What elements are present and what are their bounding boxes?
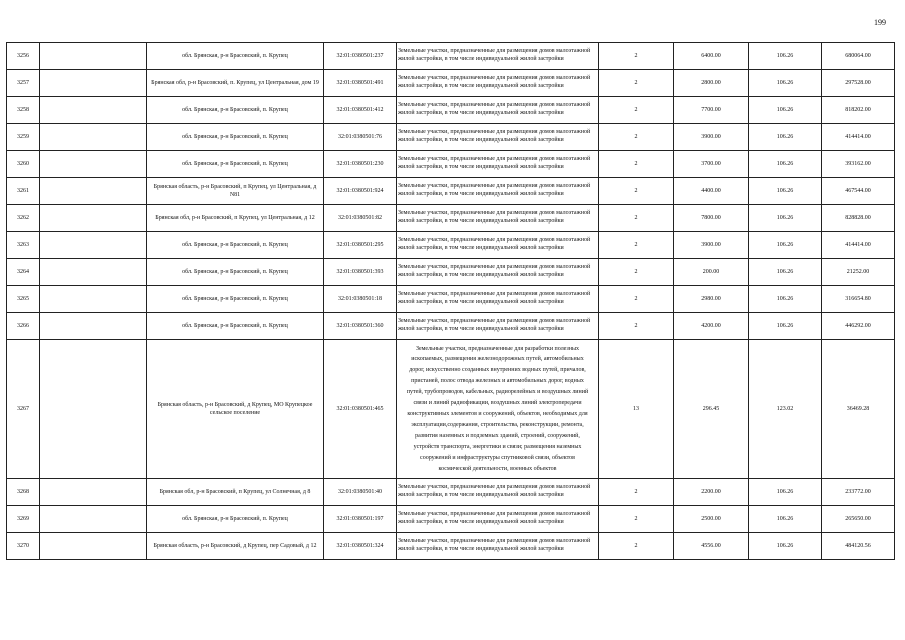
cell-use-code: 2	[599, 506, 674, 533]
cell-land-use: Земельные участки, предназначенные для разработки полезных ископаемых, размещения железнодорожных путей, автомобильных дорог, искусственно созданных внутренних водных путей, причалов, пристаней, полос отвода железных и автомобильных дорог, водных путей, трубопроводов, кабельных, радиорелейных и воздушных линий связи и линий радиофикации, воздушных линий электропередачи конструктивных элементов и сооружений, объектов, необходимых для эксплуатации,содержания, строительства, реконструкции, ремонта, развития наземных и подземных зданий, строений, сооружений, устройств транспорта, энергетики и связи; размещения наземных сооружений и инфраструктуры спутниковой связи, объектов космической деятельности, военных объектов	[397, 340, 599, 479]
cell-use-code: 2	[599, 479, 674, 506]
cell-land-use: Земельные участки, предназначенные для размещения домов малоэтажной жилой застройки, в том числе индивидуальной жилой застройки	[397, 178, 599, 205]
cell-area: 7700.00	[674, 97, 749, 124]
cell-specific-value: 106.26	[749, 232, 822, 259]
cell-cadastral-value: 233772.00	[822, 479, 895, 506]
page-number: 199	[874, 18, 886, 27]
cell-area: 3700.00	[674, 151, 749, 178]
cell-use-code: 13	[599, 340, 674, 479]
table-row	[7, 506, 895, 533]
cell-area: 4400.00	[674, 178, 749, 205]
table-row	[7, 70, 895, 97]
cell-blank	[40, 97, 147, 124]
cell-row-number: 3269	[7, 506, 40, 533]
cell-cadastral-number: 32:01:0380501:237	[324, 43, 397, 70]
cell-cadastral-value: 680064.00	[822, 43, 895, 70]
cell-address: обл. Брянская, р-н Брасовский, п. Крупец	[147, 124, 324, 151]
cell-cadastral-value: 316654.80	[822, 286, 895, 313]
cell-cadastral-value: 446292.00	[822, 313, 895, 340]
cell-specific-value: 106.26	[749, 533, 822, 560]
cell-row-number: 3262	[7, 205, 40, 232]
table-row	[7, 259, 895, 286]
cell-cadastral-number: 32:01:0380501:393	[324, 259, 397, 286]
cell-area: 3900.00	[674, 124, 749, 151]
cell-row-number: 3263	[7, 232, 40, 259]
cell-land-use: Земельные участки, предназначенные для размещения домов малоэтажной жилой застройки, в том числе индивидуальной жилой застройки	[397, 313, 599, 340]
table-row	[7, 43, 895, 70]
cell-cadastral-number: 32:01:0380501:491	[324, 70, 397, 97]
cell-address: обл. Брянская, р-н Брасовский, п. Крупец	[147, 286, 324, 313]
cell-specific-value: 106.26	[749, 97, 822, 124]
cell-row-number: 3261	[7, 178, 40, 205]
cell-cadastral-value: 414414.00	[822, 232, 895, 259]
cell-cadastral-value: 467544.00	[822, 178, 895, 205]
cell-specific-value: 106.26	[749, 43, 822, 70]
cell-address: Брянская обл, р-н Брасовский, п Крупец, ул Солнечная, д 8	[147, 479, 324, 506]
cell-specific-value: 106.26	[749, 506, 822, 533]
cell-row-number: 3266	[7, 313, 40, 340]
table-row	[7, 97, 895, 124]
cell-row-number: 3267	[7, 340, 40, 479]
cell-specific-value: 106.26	[749, 178, 822, 205]
cell-cadastral-value: 21252.00	[822, 259, 895, 286]
table-row	[7, 533, 895, 560]
cell-use-code: 2	[599, 533, 674, 560]
cell-address: Брянская область, р-н Брасовский, п Крупец, ул Центральная, д N81	[147, 178, 324, 205]
cell-specific-value: 106.26	[749, 259, 822, 286]
cell-row-number: 3256	[7, 43, 40, 70]
cell-cadastral-number: 32:01:0380501:18	[324, 286, 397, 313]
cell-blank	[40, 151, 147, 178]
cell-area: 200.00	[674, 259, 749, 286]
table-row	[7, 205, 895, 232]
cell-blank	[40, 533, 147, 560]
cell-specific-value: 106.26	[749, 286, 822, 313]
cell-cadastral-value: 297528.00	[822, 70, 895, 97]
cell-blank	[40, 313, 147, 340]
cell-cadastral-number: 32:01:0380501:360	[324, 313, 397, 340]
table-row	[7, 178, 895, 205]
cell-area: 3900.00	[674, 232, 749, 259]
cell-cadastral-value: 393162.00	[822, 151, 895, 178]
cell-use-code: 2	[599, 286, 674, 313]
cell-row-number: 3264	[7, 259, 40, 286]
cell-cadastral-number: 32:01:0380501:40	[324, 479, 397, 506]
cell-blank	[40, 286, 147, 313]
cell-use-code: 2	[599, 313, 674, 340]
cell-cadastral-number: 32:01:0380501:230	[324, 151, 397, 178]
cell-area: 6400.00	[674, 43, 749, 70]
table-row	[7, 232, 895, 259]
cell-area: 2500.00	[674, 506, 749, 533]
cell-blank	[40, 178, 147, 205]
cell-blank	[40, 43, 147, 70]
cell-land-use: Земельные участки, предназначенные для размещения домов малоэтажной жилой застройки, в том числе индивидуальной жилой застройки	[397, 533, 599, 560]
cell-blank	[40, 259, 147, 286]
cell-address: обл. Брянская, р-н Брасовский, п. Крупец	[147, 313, 324, 340]
cell-blank	[40, 232, 147, 259]
cell-land-use: Земельные участки, предназначенные для размещения домов малоэтажной жилой застройки, в том числе индивидуальной жилой застройки	[397, 259, 599, 286]
cell-row-number: 3265	[7, 286, 40, 313]
cell-address: Брянская область, р-н Брасовский, д Крупец, МО Крупецкое сельское поселение	[147, 340, 324, 479]
cell-specific-value: 123.02	[749, 340, 822, 479]
table-row	[7, 124, 895, 151]
table-row	[7, 151, 895, 178]
cell-cadastral-number: 32:01:0380501:76	[324, 124, 397, 151]
cell-area: 296.45	[674, 340, 749, 479]
cell-land-use: Земельные участки, предназначенные для размещения домов малоэтажной жилой застройки, в том числе индивидуальной жилой застройки	[397, 97, 599, 124]
cell-address: обл. Брянская, р-н Брасовский, п. Крупец	[147, 232, 324, 259]
cell-blank	[40, 70, 147, 97]
cell-cadastral-number: 32:01:0380501:465	[324, 340, 397, 479]
cell-cadastral-value: 818202.00	[822, 97, 895, 124]
cell-blank	[40, 340, 147, 479]
cell-area: 7800.00	[674, 205, 749, 232]
cell-land-use: Земельные участки, предназначенные для размещения домов малоэтажной жилой застройки, в том числе индивидуальной жилой застройки	[397, 479, 599, 506]
cell-area: 2980.00	[674, 286, 749, 313]
cell-cadastral-value: 484120.56	[822, 533, 895, 560]
cell-address: обл. Брянская, р-н Брасовский, п. Крупец	[147, 259, 324, 286]
cell-area: 2800.00	[674, 70, 749, 97]
cell-specific-value: 106.26	[749, 205, 822, 232]
cell-land-use: Земельные участки, предназначенные для размещения домов малоэтажной жилой застройки, в том числе индивидуальной жилой застройки	[397, 232, 599, 259]
table-row	[7, 479, 895, 506]
cell-use-code: 2	[599, 151, 674, 178]
cell-address: обл. Брянская, р-н Брасовский, п. Крупец	[147, 43, 324, 70]
cell-cadastral-value: 265650.00	[822, 506, 895, 533]
cell-land-use: Земельные участки, предназначенные для размещения домов малоэтажной жилой застройки, в том числе индивидуальной жилой застройки	[397, 151, 599, 178]
cell-cadastral-number: 32:01:0380501:197	[324, 506, 397, 533]
cell-row-number: 3257	[7, 70, 40, 97]
cell-specific-value: 106.26	[749, 124, 822, 151]
cell-use-code: 2	[599, 178, 674, 205]
cell-land-use: Земельные участки, предназначенные для размещения домов малоэтажной жилой застройки, в том числе индивидуальной жилой застройки	[397, 286, 599, 313]
cell-use-code: 2	[599, 43, 674, 70]
cadastral-value-table	[6, 42, 895, 560]
cell-address: Брянская обл, р-н Брасовский, п. Крупец, ул Центральная, дом 19	[147, 70, 324, 97]
cell-cadastral-number: 32:01:0380501:924	[324, 178, 397, 205]
cell-address: обл. Брянская, р-н Брасовский, п. Крупец	[147, 151, 324, 178]
cell-specific-value: 106.26	[749, 313, 822, 340]
cell-use-code: 2	[599, 232, 674, 259]
cell-use-code: 2	[599, 70, 674, 97]
table-row	[7, 340, 895, 479]
cell-cadastral-number: 32:01:0380501:412	[324, 97, 397, 124]
cell-blank	[40, 479, 147, 506]
cell-blank	[40, 124, 147, 151]
cell-land-use: Земельные участки, предназначенные для размещения домов малоэтажной жилой застройки, в том числе индивидуальной жилой застройки	[397, 506, 599, 533]
cell-blank	[40, 205, 147, 232]
cell-use-code: 2	[599, 97, 674, 124]
cell-cadastral-value: 414414.00	[822, 124, 895, 151]
cell-cadastral-value: 36469.28	[822, 340, 895, 479]
cell-land-use: Земельные участки, предназначенные для размещения домов малоэтажной жилой застройки, в том числе индивидуальной жилой застройки	[397, 124, 599, 151]
cell-use-code: 2	[599, 124, 674, 151]
cell-land-use: Земельные участки, предназначенные для размещения домов малоэтажной жилой застройки, в том числе индивидуальной жилой застройки	[397, 70, 599, 97]
cell-row-number: 3258	[7, 97, 40, 124]
table-row	[7, 313, 895, 340]
cell-blank	[40, 506, 147, 533]
cell-area: 4556.00	[674, 533, 749, 560]
cell-land-use: Земельные участки, предназначенные для размещения домов малоэтажной жилой застройки, в том числе индивидуальной жилой застройки	[397, 205, 599, 232]
cell-use-code: 2	[599, 259, 674, 286]
cell-address: обл. Брянская, р-н Брасовский, п. Крупец	[147, 97, 324, 124]
cell-address: обл. Брянская, р-н Брасовский, п. Крупец	[147, 506, 324, 533]
cell-row-number: 3260	[7, 151, 40, 178]
cell-cadastral-number: 32:01:0380501:82	[324, 205, 397, 232]
cell-cadastral-number: 32:01:0380501:295	[324, 232, 397, 259]
cell-specific-value: 106.26	[749, 151, 822, 178]
cell-address: Брянская область, р-н Брасовский, д Крупец, пер Садовый, д 12	[147, 533, 324, 560]
cell-row-number: 3270	[7, 533, 40, 560]
cell-specific-value: 106.26	[749, 479, 822, 506]
cell-area: 2200.00	[674, 479, 749, 506]
cell-specific-value: 106.26	[749, 70, 822, 97]
cell-use-code: 2	[599, 205, 674, 232]
cell-address: Брянская обл, р-н Брасовский, п Крупец, ул Центральная, д 12	[147, 205, 324, 232]
cell-area: 4200.00	[674, 313, 749, 340]
cell-cadastral-number: 32:01:0380501:324	[324, 533, 397, 560]
cell-land-use: Земельные участки, предназначенные для размещения домов малоэтажной жилой застройки, в том числе индивидуальной жилой застройки	[397, 43, 599, 70]
cell-cadastral-value: 828828.00	[822, 205, 895, 232]
cell-row-number: 3268	[7, 479, 40, 506]
cell-row-number: 3259	[7, 124, 40, 151]
table-row	[7, 286, 895, 313]
